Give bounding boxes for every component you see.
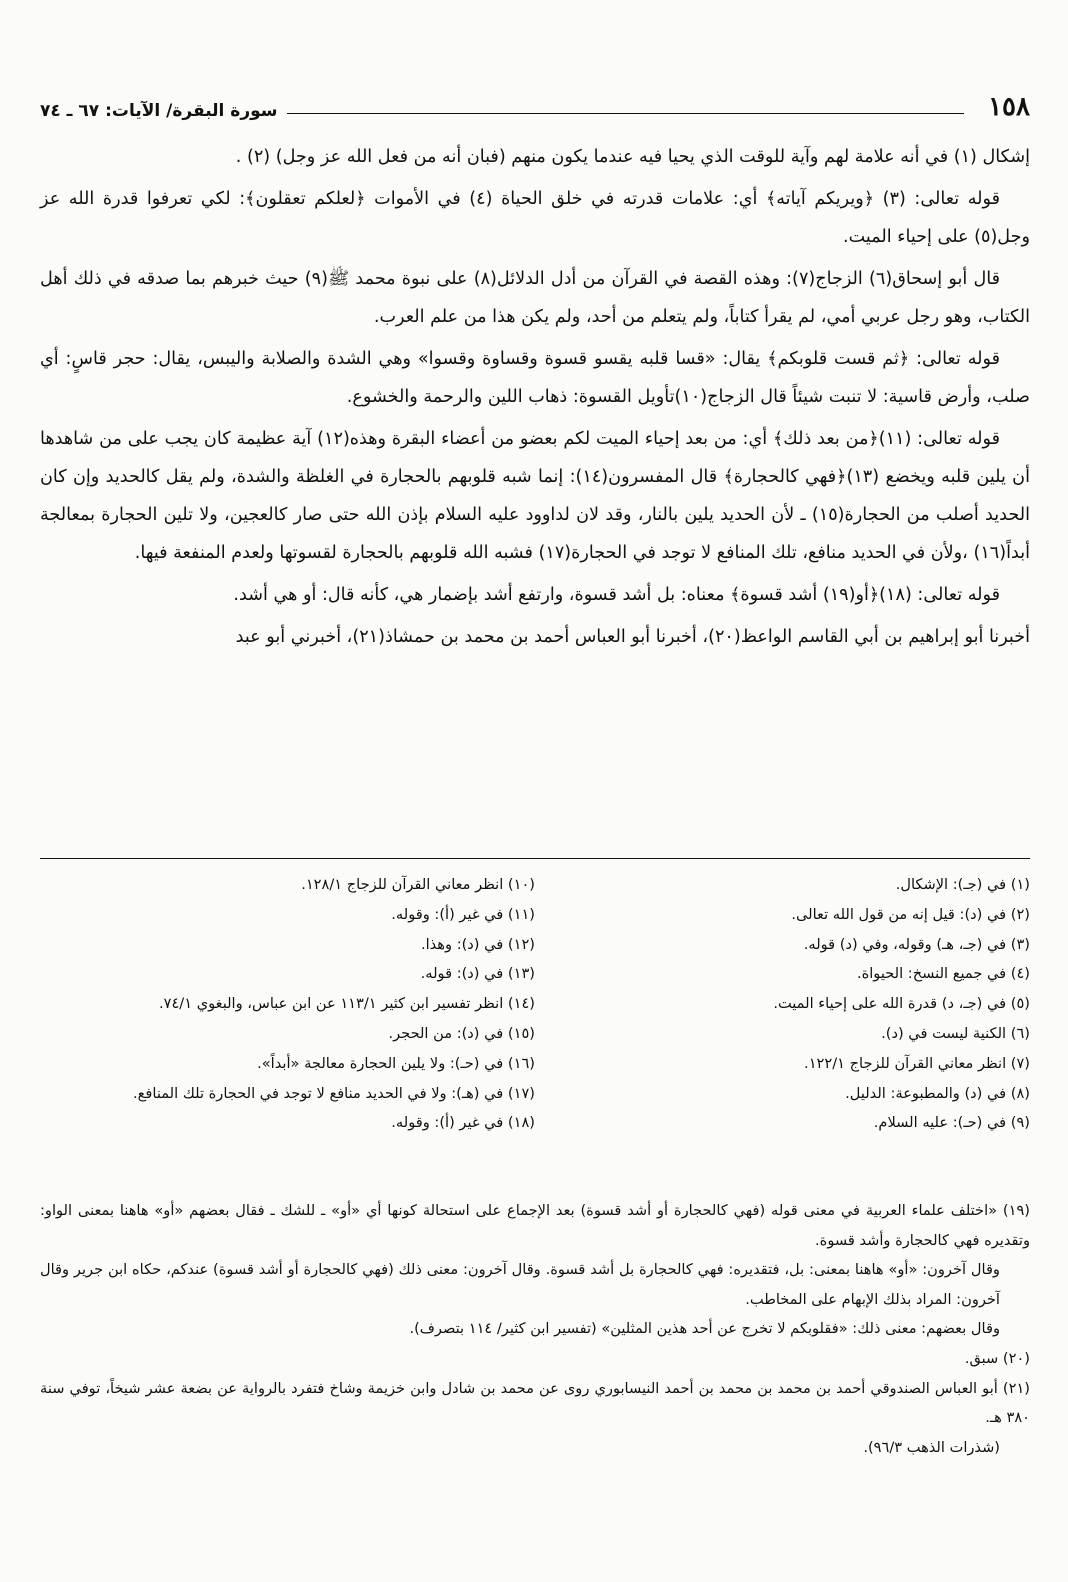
paragraph: قوله تعالى: (١١)﴿من بعد ذلك﴾ أي: من بعد إحياء الميت لكم بعضو من أعضاء البقرة وهذه(١٢) آية عظيمة كان يجب على من شاهدها أن يلين قلبه ويخضع (١٣)﴿فهي كالحجارة﴾ قال المفسرون(١٤): إنما شبه قلوبهم بالحجارة في الغلظة والشدة، ولم يقل كالحديد وإن كان الحديد أصلب من الحجارة(١٥) ـ لأن الحديد يلين بالنار، وقد لان لداوود عليه السلام بإذن الله حتى صار كالعجين، ولا تلين الحجارة بمعالجة أبداً(١٦) ،ولأن في الحديد منافع، تلك المنافع لا توجد في الحجارة(١٧) فشبه الله قلوبهم بالحجارة لقسوتها ولعدم المنفعة فيها. xyxy=(40,429,1030,563)
footnote: (٦) الكنية ليست في (د). xyxy=(881,1024,1030,1042)
footnote: (٢) في (د): قيل إنه من قول الله تعالى. xyxy=(791,905,1030,923)
footnote: (٨) في (د) والمطبوعة: الدليل. xyxy=(845,1084,1030,1102)
paragraph: قوله تعالى: ﴿ثم قست قلوبكم﴾ يقال: «قسا قلبه يقسو قسوة وقساوة وقسوا» وهي الشدة والصلابة واليبس، يقال: حجر قاسٍ: أي صلب، وأرض قاسية: لا تنبت شيئاً قال الزجاج(١٠)تأويل القسوة: ذهاب اللين والرحمة والخشوع. xyxy=(40,349,1030,407)
footnotes-short xyxy=(40,870,1030,1138)
footnote: (١٠) انظر معاني القرآن للزجاج ١٢٨/١. xyxy=(301,876,535,893)
paragraph: إشكال (١) في أنه علامة لهم وآية للوقت الذي يحيا فيه عندما يكون منهم (فبان أنه من فعل الله عز وجل) (٢) . xyxy=(235,147,1030,167)
footnote-continuation: وقال بعضهم: معنى ذلك: «فقلوبكم لا تخرج عن أحد هذين المثلين» (تفسير ابن كثير/ ١١٤ بتصرف). xyxy=(409,1320,1000,1338)
paragraph: قال أبو إسحاق(٦) الزجاج(٧): وهذه القصة في القرآن من أدل الدلائل(٨) على نبوة محمد ﷺ(٩) حيث خبرهم بما صدقه في ذلك أهل الكتاب، وهو رجل عربي أمي، لم يقرأ كتاباً، ولم يتعلم من أحد، ولم يكن هذا من علم العرب. xyxy=(40,269,1030,327)
header-rule xyxy=(287,113,964,114)
footnote: (١٥) في (د): من الحجر. xyxy=(388,1024,535,1042)
footnote: (١٦) في (حـ): ولا يلين الحجارة معالجة «أبداً». xyxy=(257,1054,535,1072)
footnote: (٧) انظر معاني القرآن للزجاج ١٢٢/١. xyxy=(804,1054,1030,1072)
footnote-column-right xyxy=(535,870,1030,1138)
paragraph: أخبرنا أبو إبراهيم بن أبي القاسم الواعظ(٢٠)، أخبرنا أبو العباس أحمد بن محمد بن حمشاذ(٢١)، أخبرني أبو عبد xyxy=(235,627,1030,647)
footnote: (١٩) «اختلف علماء العربية في معنى قوله (فهي كالحجارة أو أشد قسوة) بعد الإجماع على استحالة كونها أي «أو» ـ للشك ـ فقال بعضهم «أو» هاهنا بمعنى الواو: وتقديره فهي كالحجارة وأشد قسوة. xyxy=(40,1202,1030,1249)
footnote: (١) في (جـ): الإشكال. xyxy=(895,876,1030,893)
paragraph: قوله تعالى: (١٨)﴿أو(١٩) أشد قسوة﴾ معناه: بل أشد قسوة، وارتفع أشد بإضمار هي، كأنه قال: أو هي أشد. xyxy=(233,585,1000,605)
footnote: (٩) في (حـ): عليه السلام. xyxy=(873,1114,1030,1132)
footnote: (٣) في (جـ، هـ) وقوله، وفي (د) قوله. xyxy=(803,935,1030,953)
footnote: (١١) في غير (أ): وقوله. xyxy=(391,905,535,923)
running-title: سورة البقرة/ الآيات: ٦٧ ـ ٧٤ xyxy=(40,101,278,121)
footnote: (١٧) في (هـ): ولا في الحديد منافع لا توجد في الحجارة تلك المنافع. xyxy=(133,1084,535,1102)
footnote: (١٨) في غير (أ): وقوله. xyxy=(391,1114,535,1132)
footnote-column-left xyxy=(40,870,535,1138)
footnote-continuation: (شذرات الذهب ٩٦/٣). xyxy=(863,1438,1000,1456)
footnote: (٤) في جميع النسخ: الحيواة. xyxy=(856,965,1030,983)
footnote: (٢١) أبو العباس الصندوقي أحمد بن محمد بن محمد بن أحمد النيسابوري روى عن محمد بن شادل وابن خزيمة وشاخ فتفرد بالرواية عن بضعة عشر شيخاً، توفي سنة ٣٨٠ هـ. xyxy=(40,1379,1030,1427)
footnote: (٥) في (جـ، د) قدرة الله على إحياء الميت. xyxy=(773,995,1030,1013)
page-number: ١٥٨ xyxy=(988,92,1030,122)
paragraph: قوله تعالى: (٣) ﴿ويريكم آياته﴾ أي: علامات قدرته في خلق الحياة (٤) في الأموات ﴿لعلكم تعقلون﴾: لكي تعرفوا قدرة الله عز وجل(٥) على إحياء الميت. xyxy=(40,189,1030,247)
main-text xyxy=(40,138,1030,660)
footnote-continuation: وقال آخرون: «أو» هاهنا بمعنى: بل، فتقديره: فهي كالحجارة بل أشد قسوة. وقال آخرون: معنى ذلك (فهي كالحجارة أو أشد قسوة) عندكم، حكاه ابن جرير وقال آخرون: المراد بذلك الإبهام على المخاطب. xyxy=(40,1261,1000,1308)
footnote: (٢٠) سبق. xyxy=(964,1349,1030,1367)
page-header xyxy=(40,80,1030,120)
footnote: (١٢) في (د): وهذا. xyxy=(420,935,535,953)
footnote: (١٣) في (د): قوله. xyxy=(420,965,535,983)
footnote: (١٤) انظر تفسير ابن كثير ١١٣/١ عن ابن عباس، والبغوي ٧٤/١. xyxy=(158,995,535,1013)
footnotes-long xyxy=(40,1196,1030,1462)
footnote-separator xyxy=(40,858,1030,859)
